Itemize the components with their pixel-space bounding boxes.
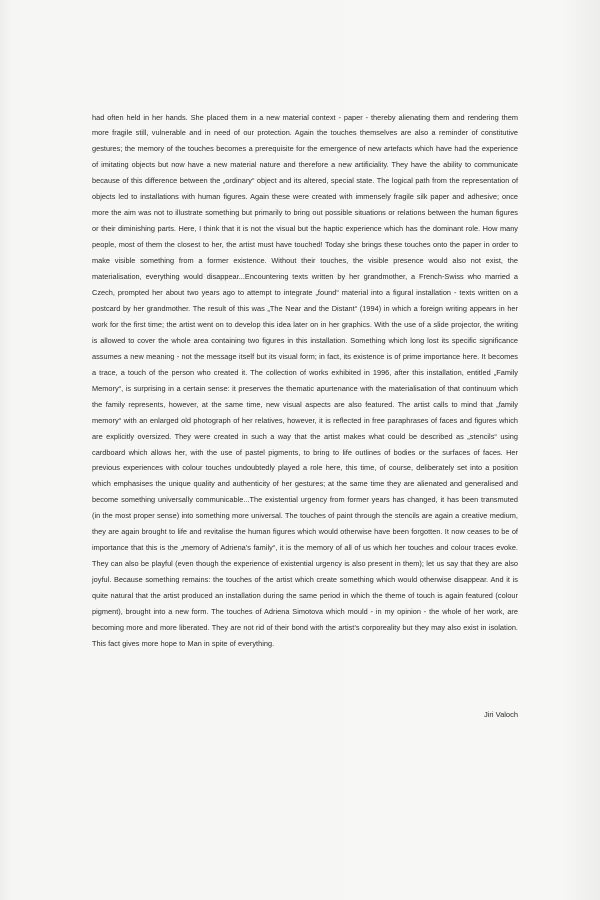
author-signature: Jiri Valoch: [483, 710, 518, 719]
article-body-text: had often held in her hands. She placed them in a new material context - paper - thereby alienating them and rendering them more fragile still, vulnerable and in need of our protection. Again the touches themselves are also a reminder of constitutive gestures; the memory of the touches becomes a prerequisite for the emergence of new artefacts which have had the experience of imitating objects but now have a new material nature and therefore a new artificiality. They have the ability to communicate because of this difference between the „ordinary“ object and its altered, special state. The logical path from the representation of objects led to installations with human figures. Again these were created with immensely fragile silk paper and adhesive; once more the aim was not to illustrate something but primarily to bring out possible situations or relations between the human figures or their diminishing parts. Here, I think that it is not the visual but the haptic experience which has the dominant role. How many people, most of them the closest to her, the artist must have touched! Today she brings these touches onto the paper in order to make visible something from a former existence. Without their touches, the visible presence would also not exist, the materialisation, everything would disappear...Encountering texts written by her grandmother, a French-Swiss who married a Czech, prompted her about two years ago to attempt to integrate „found“ material into a figural installation - texts written on a postcard by her grandmother. The result of this was „The Near and the Distant“ (1994) in which a foreign writing appears in her work for the first time; the artist went on to develop this idea later on in her graphics. With the use of a slide projector, the writing is allowed to cover the whole area containing two figures in this installation. Something which long lost its specific significance assumes a new meaning - not the message itself but its visual form; in fact, its existence is of prime importance here. It becomes a trace, a touch of the person who created it. The collection of works exhibited in 1996, after this installation, entitled „Family Memory“, is surprising in a certain sense: it preserves the thematic apurtenance with the materialisation of that continuum which the family represents, however, at the same time, new visual aspects are also featured. The artist calls to mind that „family memory“ with an enlarged old photograph of her relatives, however, it is reflected in free paraphrases of faces and figures which are explicitly oversized. They were created in such a way that the artist makes what could be described as „stencils“ using cardboard which allows her, with the use of pastel pigments, to bring to life outlines of bodies or the surfaces of faces. Her previous experiences with colour touches undoubtedly played a role here, this time, of course, deliberately set into a position which emphasises the unique quality and authenticity of her gestures; at the same time they are alienated and generalised and become something universally communicable...The existential urgency from former years has changed, it has been transmuted (in the most proper sense) into something more universal. The touches of paint through the stencils are again a creative medium, they are again brought to life and revitalise the human figures which would otherwise have been forgotten. It now ceases to be of importance that this is the „memory of Adriena’s family“, it is the memory of all of us which her touches and colour traces evoke. They can also be playful (even though the experience of existential urgency is also present in them); let us say that they are also joyful. Because something remains: the touches of the artist which create something which would otherwise disappear. And it is quite natural that the artist produced an installation during the same period in which the theme of touch is again featured (colour pigment), brought into a new form. The touches of Adriena Simotova which mould - in my opinion - the whole of her work, are becoming more and more liberated. They are not rid of their bond with the artist’s corporeality but they may also exist in isolation. This fact gives more hope to Man in spite of everything.: [92, 112, 518, 648]
